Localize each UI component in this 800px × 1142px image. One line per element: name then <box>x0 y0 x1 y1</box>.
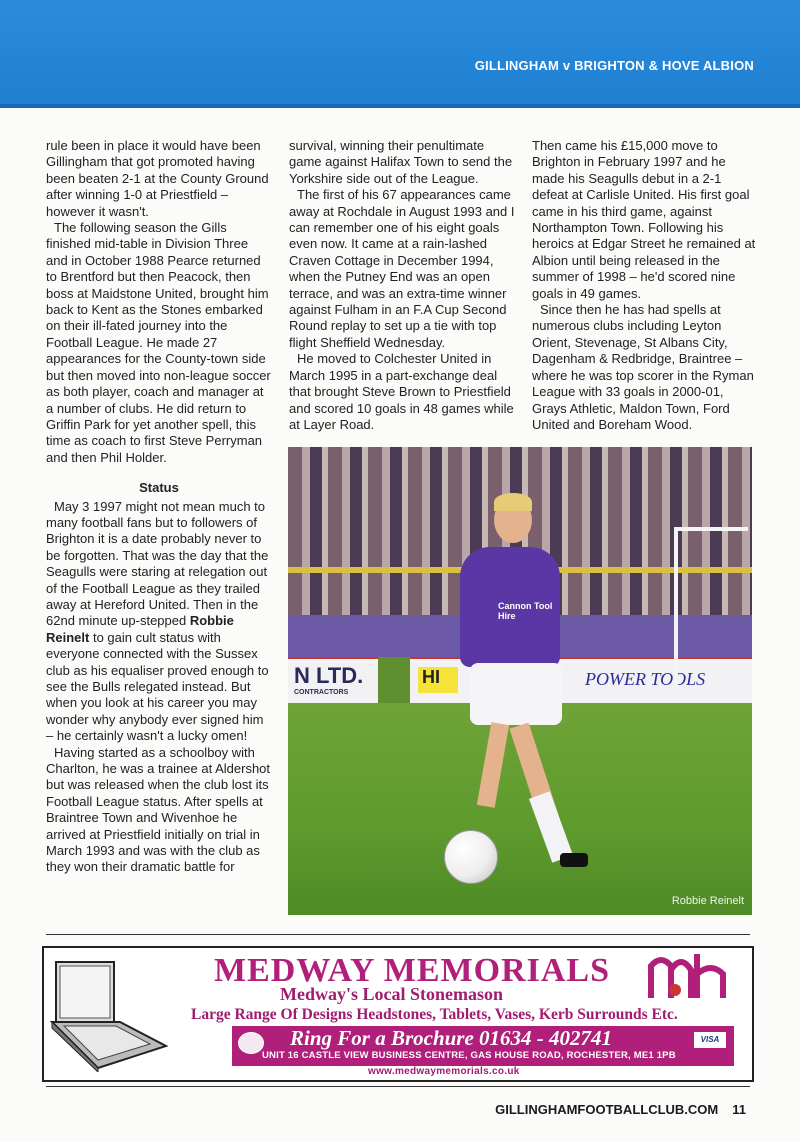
advert-board-yellow: HI <box>418 667 458 693</box>
paragraph: May 3 1997 might not mean much to many football fans but to followers of Brighton it is a date probably never to be forgotten. That was the day that the Seagulls were staring at relegation out of the Football League as they trailed away at Hereford United. Then in the 62nd minute up-stepped Robbie Reinelt to gain cult status with everyone connected with the Sussex club as his equaliser proved enough to see the Bulls relegated instead. But when you look at his career you may wonder why anybody ever signed him – he certainly wasn't a lucky omen! <box>46 498 269 744</box>
advert-board-text: POWER TOOLS <box>585 669 706 689</box>
paragraph: survival, winning their penultimate game against Halifax Town to send the Yorkshire side out of the League. <box>289 138 513 186</box>
page-footer <box>495 1102 746 1117</box>
paragraph: The first of his 67 appearances came away at Rochdale in August 1993 and I can remember one of his eight goals even now. It came at a rain-lashed Craven Cottage in December 1994, when the Putney End was an open terrace, and was an extra-time winner against Fulham in an F.A Cup Second Round replay to set up a tie with top flight Sheffield Wednesday. <box>289 187 515 350</box>
visa-icon: VISA <box>694 1032 726 1048</box>
footer-site[interactable]: GILLINGHAMFOOTBALLCLUB.COM <box>495 1102 719 1117</box>
player-shirt <box>460 547 560 667</box>
headstone-illustration <box>50 956 168 1072</box>
paragraph: Having started as a schoolboy with Charlton, he was a trainee at Aldershot but was released when the club lost its Football League status. After spells at Braintree Town and Wivenhoe he arrived at Priestfield initially on trial in March 1993 and was with the club as they won their dramatic battle for <box>46 744 271 875</box>
player-shorts <box>470 663 562 725</box>
ad-website-link[interactable]: www.medwaymemorials.co.uk <box>368 1066 520 1077</box>
paragraph: Then came his £15,000 move to Brighton in February 1997 and he made his Seagulls debut in a 2-1 defeat at Carlisle United. His first goal came in his third game, against Northampton Town. Following his heroics at Edgar Street he remained at Albion until being released in the summer of 1998 – he'd scored nine goals in 49 games. <box>532 138 756 301</box>
section-subhead: Status <box>139 480 179 496</box>
player-hair <box>494 493 532 511</box>
football <box>444 830 498 884</box>
paragraph: He moved to Colchester United in March 1995 in a part-exchange deal that brought Steve Brown to Priestfield and scored 10 goals in 48 games while at Layer Road. <box>289 351 514 432</box>
player-name-bold: Robbie Reinelt <box>46 613 234 645</box>
header-band <box>0 0 800 108</box>
ad-address: UNIT 16 CASTLE VIEW BUSINESS CENTRE, GAS HOUSE ROAD, ROCHESTER, ME1 1PB <box>262 1050 676 1061</box>
ad-phone-band <box>232 1026 734 1066</box>
mm-monogram-logo <box>647 952 737 1002</box>
ad-range-text: Large Range Of Designs Headstones, Tablets, Vases, Kerb Surrounds Etc. <box>191 1006 678 1023</box>
page-number: 11 <box>732 1102 746 1117</box>
advertisement <box>42 946 754 1082</box>
ad-title: MEDWAY MEMORIALS <box>214 952 611 989</box>
photo-caption: Robbie Reinelt <box>671 895 744 907</box>
ad-phone: Ring For a Brochure 01634 - 402741 <box>290 1026 613 1050</box>
article-column-3 <box>532 138 758 433</box>
advert-board-left: N LTD. CONTRACTORS <box>288 657 378 705</box>
player-photo <box>288 447 752 915</box>
paragraph: rule been in place it would have been Gillingham that got promoted having been beaten 2-1 at the County Ground after winning 1-0 at Priestfield – however it wasn't. <box>46 138 269 219</box>
article-column-1 <box>46 138 272 876</box>
ad-subtitle: Medway's Local Stonemason <box>280 984 504 1004</box>
header-title: GILLINGHAM v BRIGHTON & HOVE ALBION <box>474 58 754 73</box>
ad-divider <box>46 1086 750 1087</box>
paragraph: The following season the Gills finished mid-table in Division Three and in October 1988 Pearce returned to Brentford but then Peacock, then boss at Maidstone United, brought him back to Kent as the Stones embarked on their ill-fated journey into the Football League. He made 27 appearances for the County-town side but then moved into non-league soccer as both player, coach and manager at a number of clubs. He did return to Griffin Park for yet another spell, this time as coach to first Steve Perryman and then Phil Holder. <box>46 220 271 465</box>
goalpost <box>674 527 748 691</box>
paragraph: Since then he has had spells at numerous clubs including Leyton Orient, Stevenage, St Albans City, Dagenham & Redbridge, Braintree – where he was top scorer in the Ryman League with 33 goals in 2000-01, Grays Athletic, Maldon Town, Ford United and Boreham Wood. <box>532 302 754 432</box>
player-boot <box>560 853 588 867</box>
ad-divider <box>46 934 750 935</box>
header-rule <box>0 104 800 108</box>
shirt-sponsor: Cannon Tool Hire <box>498 601 553 621</box>
article-column-2 <box>289 138 515 433</box>
logo-orb-icon <box>238 1032 264 1054</box>
